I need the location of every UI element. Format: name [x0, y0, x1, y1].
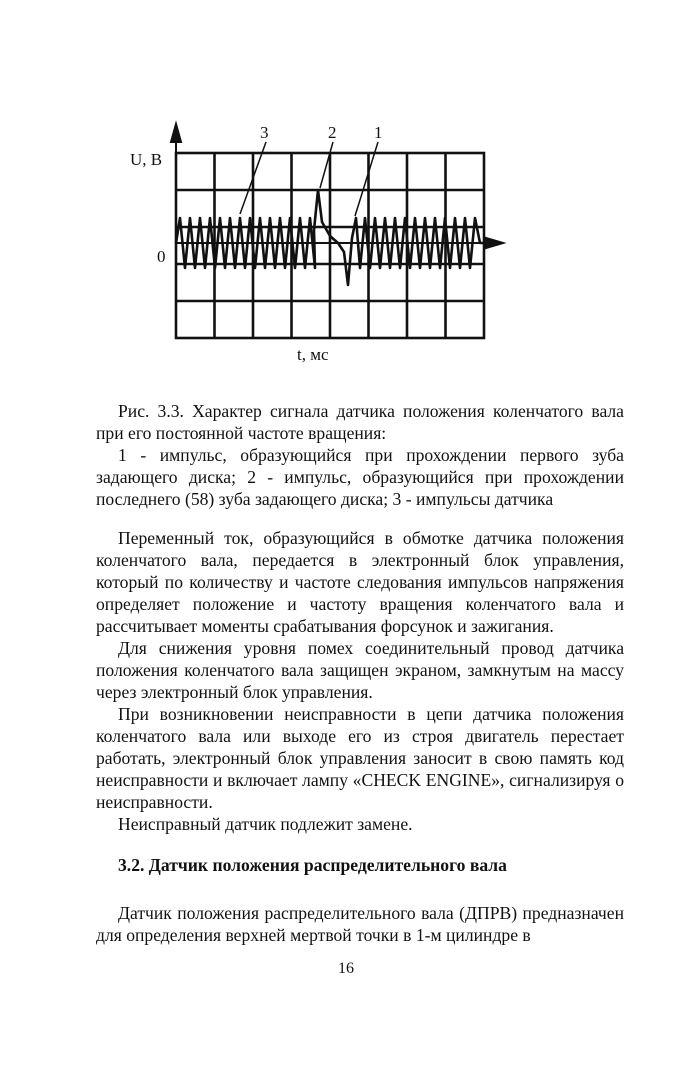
caption-title: Рис. 3.3. Характер сигнала датчика положения коленчатого вала при его постоянной частоте вращения:: [96, 401, 624, 443]
x-axis-label: t, мс: [297, 345, 329, 364]
section-heading: 3.2. Датчик положения распределительного вала: [118, 855, 507, 875]
paragraph: При возникновении неисправности в цепи датчика положения коленчатого вала или выходе его из строя двигатель перестает работать, электронный блок управления заносит в свою память код неисправности и включает лампу «CHECK ENGINE», сигнализируя о неисправности.: [96, 704, 624, 812]
y-axis-label: U, В: [130, 150, 163, 169]
figure-caption: [96, 400, 624, 510]
annotation-label-2: 2: [328, 123, 337, 142]
caption-legend: 1 - импульс, образующийся при прохождении первого зуба задающего диска; 2 - импульс, образующийся при прохождении последнего (58) зуба задающего диска; 3 - импульсы датчика: [96, 445, 624, 509]
section-body: [96, 902, 624, 946]
y-axis-arrow: [171, 124, 181, 142]
paragraph: Датчик положения распределительного вала (ДПРВ) предназначен для определения верхней мертвой точки в 1-м цилиндре в: [96, 903, 624, 945]
paragraph: Для снижения уровня помех соединительный провод датчика положения коленчатого вала защищен экраном, замкнутым на массу через электронный блок управления.: [96, 638, 624, 702]
annotation-label-1: 1: [374, 123, 383, 142]
paragraph: Переменный ток, образующийся в обмотке датчика положения коленчатого вала, передается в электронный блок управления, который по количеству и частоте следования импульсов напряжения определяет положение и частоту вращения коленчатого вала и рассчитывает моменты срабатывания форсунок и зажигания.: [96, 528, 624, 636]
zero-label: 0: [157, 247, 166, 266]
body-text: [96, 527, 624, 835]
annotation-label-3: 3: [260, 123, 269, 142]
paragraph: Неисправный датчик подлежит замене.: [118, 814, 413, 834]
page-number: 16: [338, 960, 354, 977]
waveform-figure: [0, 0, 692, 390]
